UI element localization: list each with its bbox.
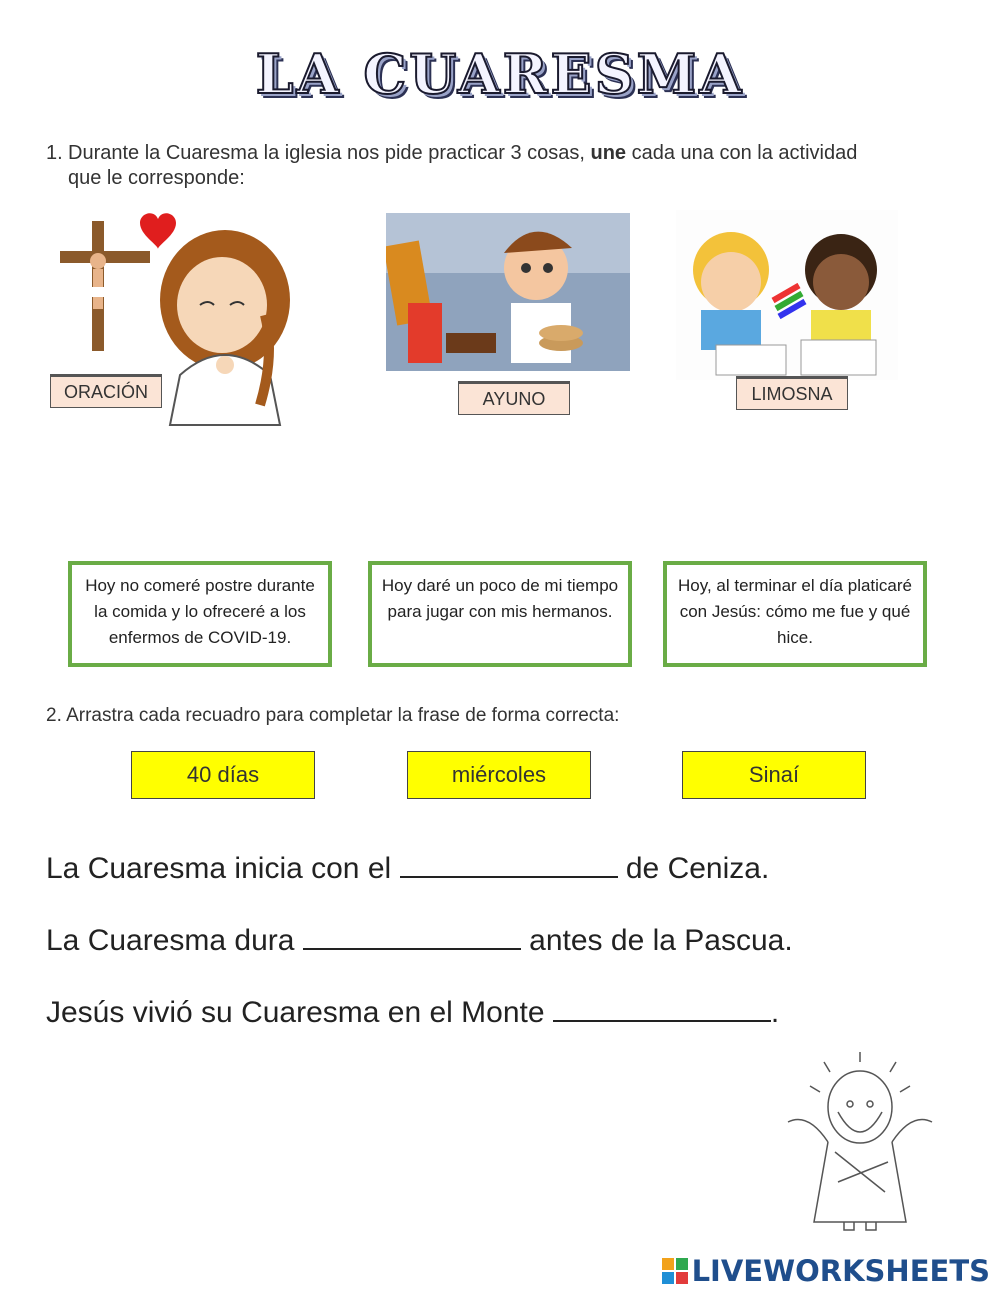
blank-2[interactable] [303, 922, 521, 950]
jesus-illustration [780, 1052, 940, 1232]
almsgiving-illustration [676, 210, 898, 380]
sentence-2-before: La Cuaresma dura [46, 924, 295, 957]
activity-box-3[interactable]: Hoy, al terminar el día platicaré con Jesús: cómo me fue y qué hice. [663, 561, 927, 667]
label-oracion: ORACIÓN [50, 374, 162, 408]
question-1-line2: que le corresponde: [68, 167, 245, 189]
sentence-1-before: La Cuaresma inicia con el [46, 852, 392, 885]
label-limosna: LIMOSNA [736, 376, 848, 410]
activity-box-2[interactable]: Hoy daré un poco de mi tiempo para jugar con mis hermanos. [368, 561, 632, 667]
sentence-2 [46, 922, 793, 958]
sentence-3-after: . [770, 996, 780, 1029]
question-1-text: Durante la Cuaresma la iglesia nos pide practicar 3 cosas, [68, 142, 585, 164]
question-1-number: 1. [46, 142, 63, 164]
blank-3[interactable] [553, 994, 771, 1022]
sentence-2-after: antes de la Pascua. [529, 924, 793, 957]
question-1 [46, 141, 946, 191]
option-40-dias[interactable]: 40 días [131, 751, 315, 799]
page-title: LA CUARESMA [255, 42, 745, 106]
liveworksheets-logo [662, 1254, 990, 1288]
sentence-3 [46, 994, 779, 1030]
sentence-1-after: de Ceniza. [625, 852, 770, 885]
fasting-illustration [386, 213, 630, 371]
logo-icon [662, 1258, 688, 1284]
logo-text: LIVEWORKSHEETS [691, 1254, 990, 1288]
option-sinai[interactable]: Sinaí [682, 751, 866, 799]
sentence-3-before: Jesús vivió su Cuaresma en el Monte [46, 996, 545, 1029]
activity-box-1[interactable]: Hoy no comeré postre durante la comida y lo ofreceré a los enfermos de COVID-19. [68, 561, 332, 667]
option-miercoles[interactable]: miércoles [407, 751, 591, 799]
question-1-bold: une [590, 142, 627, 164]
sentence-1 [46, 850, 769, 886]
question-1-text-after: cada una con la actividad [631, 142, 858, 164]
question-2: 2. Arrastra cada recuadro para completar la frase de forma correcta: [46, 705, 620, 726]
label-ayuno: AYUNO [458, 381, 570, 415]
blank-1[interactable] [400, 850, 618, 878]
